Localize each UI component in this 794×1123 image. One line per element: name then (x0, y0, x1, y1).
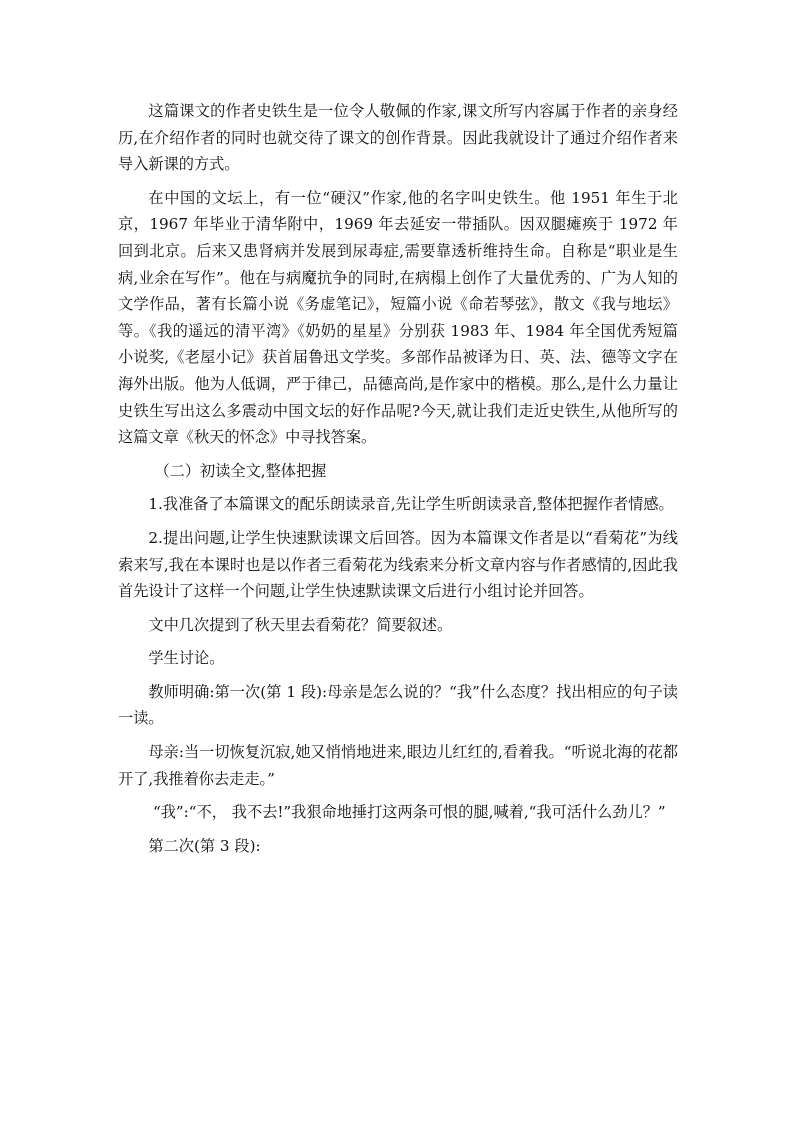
section-heading: （二）初读全文,整体把握 (154, 461, 327, 480)
paragraph-step-1: 1.我准备了本篇课文的配乐朗读录音,先让学生听朗读录音,整体把握作者情感。 (148, 495, 674, 514)
paragraph-me-quote: “我”:“不， 我不去!”我狠命地捶打这两条可恨的腿,喊着,“我可活什么劲儿？” (152, 803, 666, 822)
paragraph-second-time: 第二次(第 3 段): (148, 836, 261, 855)
paragraph-step-2: 2.提出问题,让学生快速默读课文后回答。因为本篇课文作者是以“看菊花”为线索来写,我在本课时也是以作者三看菊花为线索来分析文章内容与作者感情的,因此我首先设计了这样一个问题,让学生快速默读课文后进行小组讨论并回答。 (118, 528, 678, 601)
paragraph-mother-quote: 母亲:当一切恢复沉寂,她又悄悄地进来,眼边儿红红的,看着我。“听说北海的花都开了,我推着你去走走。” (118, 743, 678, 788)
paragraph-teacher-note: 教师明确:第一次(第 1 段):母亲是怎么说的？“我”什么态度？找出相应的句子读一读。 (118, 682, 678, 728)
paragraph-author-bio: 在中国的文坛上，有一位“硬汉”作家,他的名字叫史铁生。他 1951 年生于北京，1967 年毕业于清华附中，1969 年去延安一带插队。因双腿瘫痪于 1972 年回到北京。后来又患肾病并发展到尿毒症,需要靠透析维持生命。自称是“职业是生病,业余在写作”。他在与病魔抗争的同时,在病榻上创作了大量优秀的、广为人知的文学作品，著有长篇小说《务虚笔记》，短篇小说《命若琴弦》，散文《我与地坛》等。《我的遥远的清平湾》《奶奶的星星》分别获 1983 年、1984 年全国优秀短篇小说奖,《老屋小记》获首届鲁迅文学奖。多部作品被译为日、英、法、德等文字在海外出版。他为人低调，严于律己，品德高尚,是作家中的楷模。那么,是什么力量让史铁生写出这么多震动中国文坛的好作品呢?今天,就让我们走近史铁生,从他所写的这篇文章《秋天的怀念》中寻找答案。 (118, 188, 678, 447)
paragraph-discussion: 学生讨论。 (148, 649, 225, 668)
document-page (118, 98, 678, 859)
paragraph-intro: 这篇课文的作者史铁生是一位令人敬佩的作家,课文所写内容属于作者的亲身经历,在介绍作者的同时也就交待了课文的创作背景。因此我就设计了通过介绍作者来导入新课的方式。 (118, 102, 678, 174)
paragraph-question: 文中几次提到了秋天里去看菊花？简要叙述。 (148, 615, 453, 634)
